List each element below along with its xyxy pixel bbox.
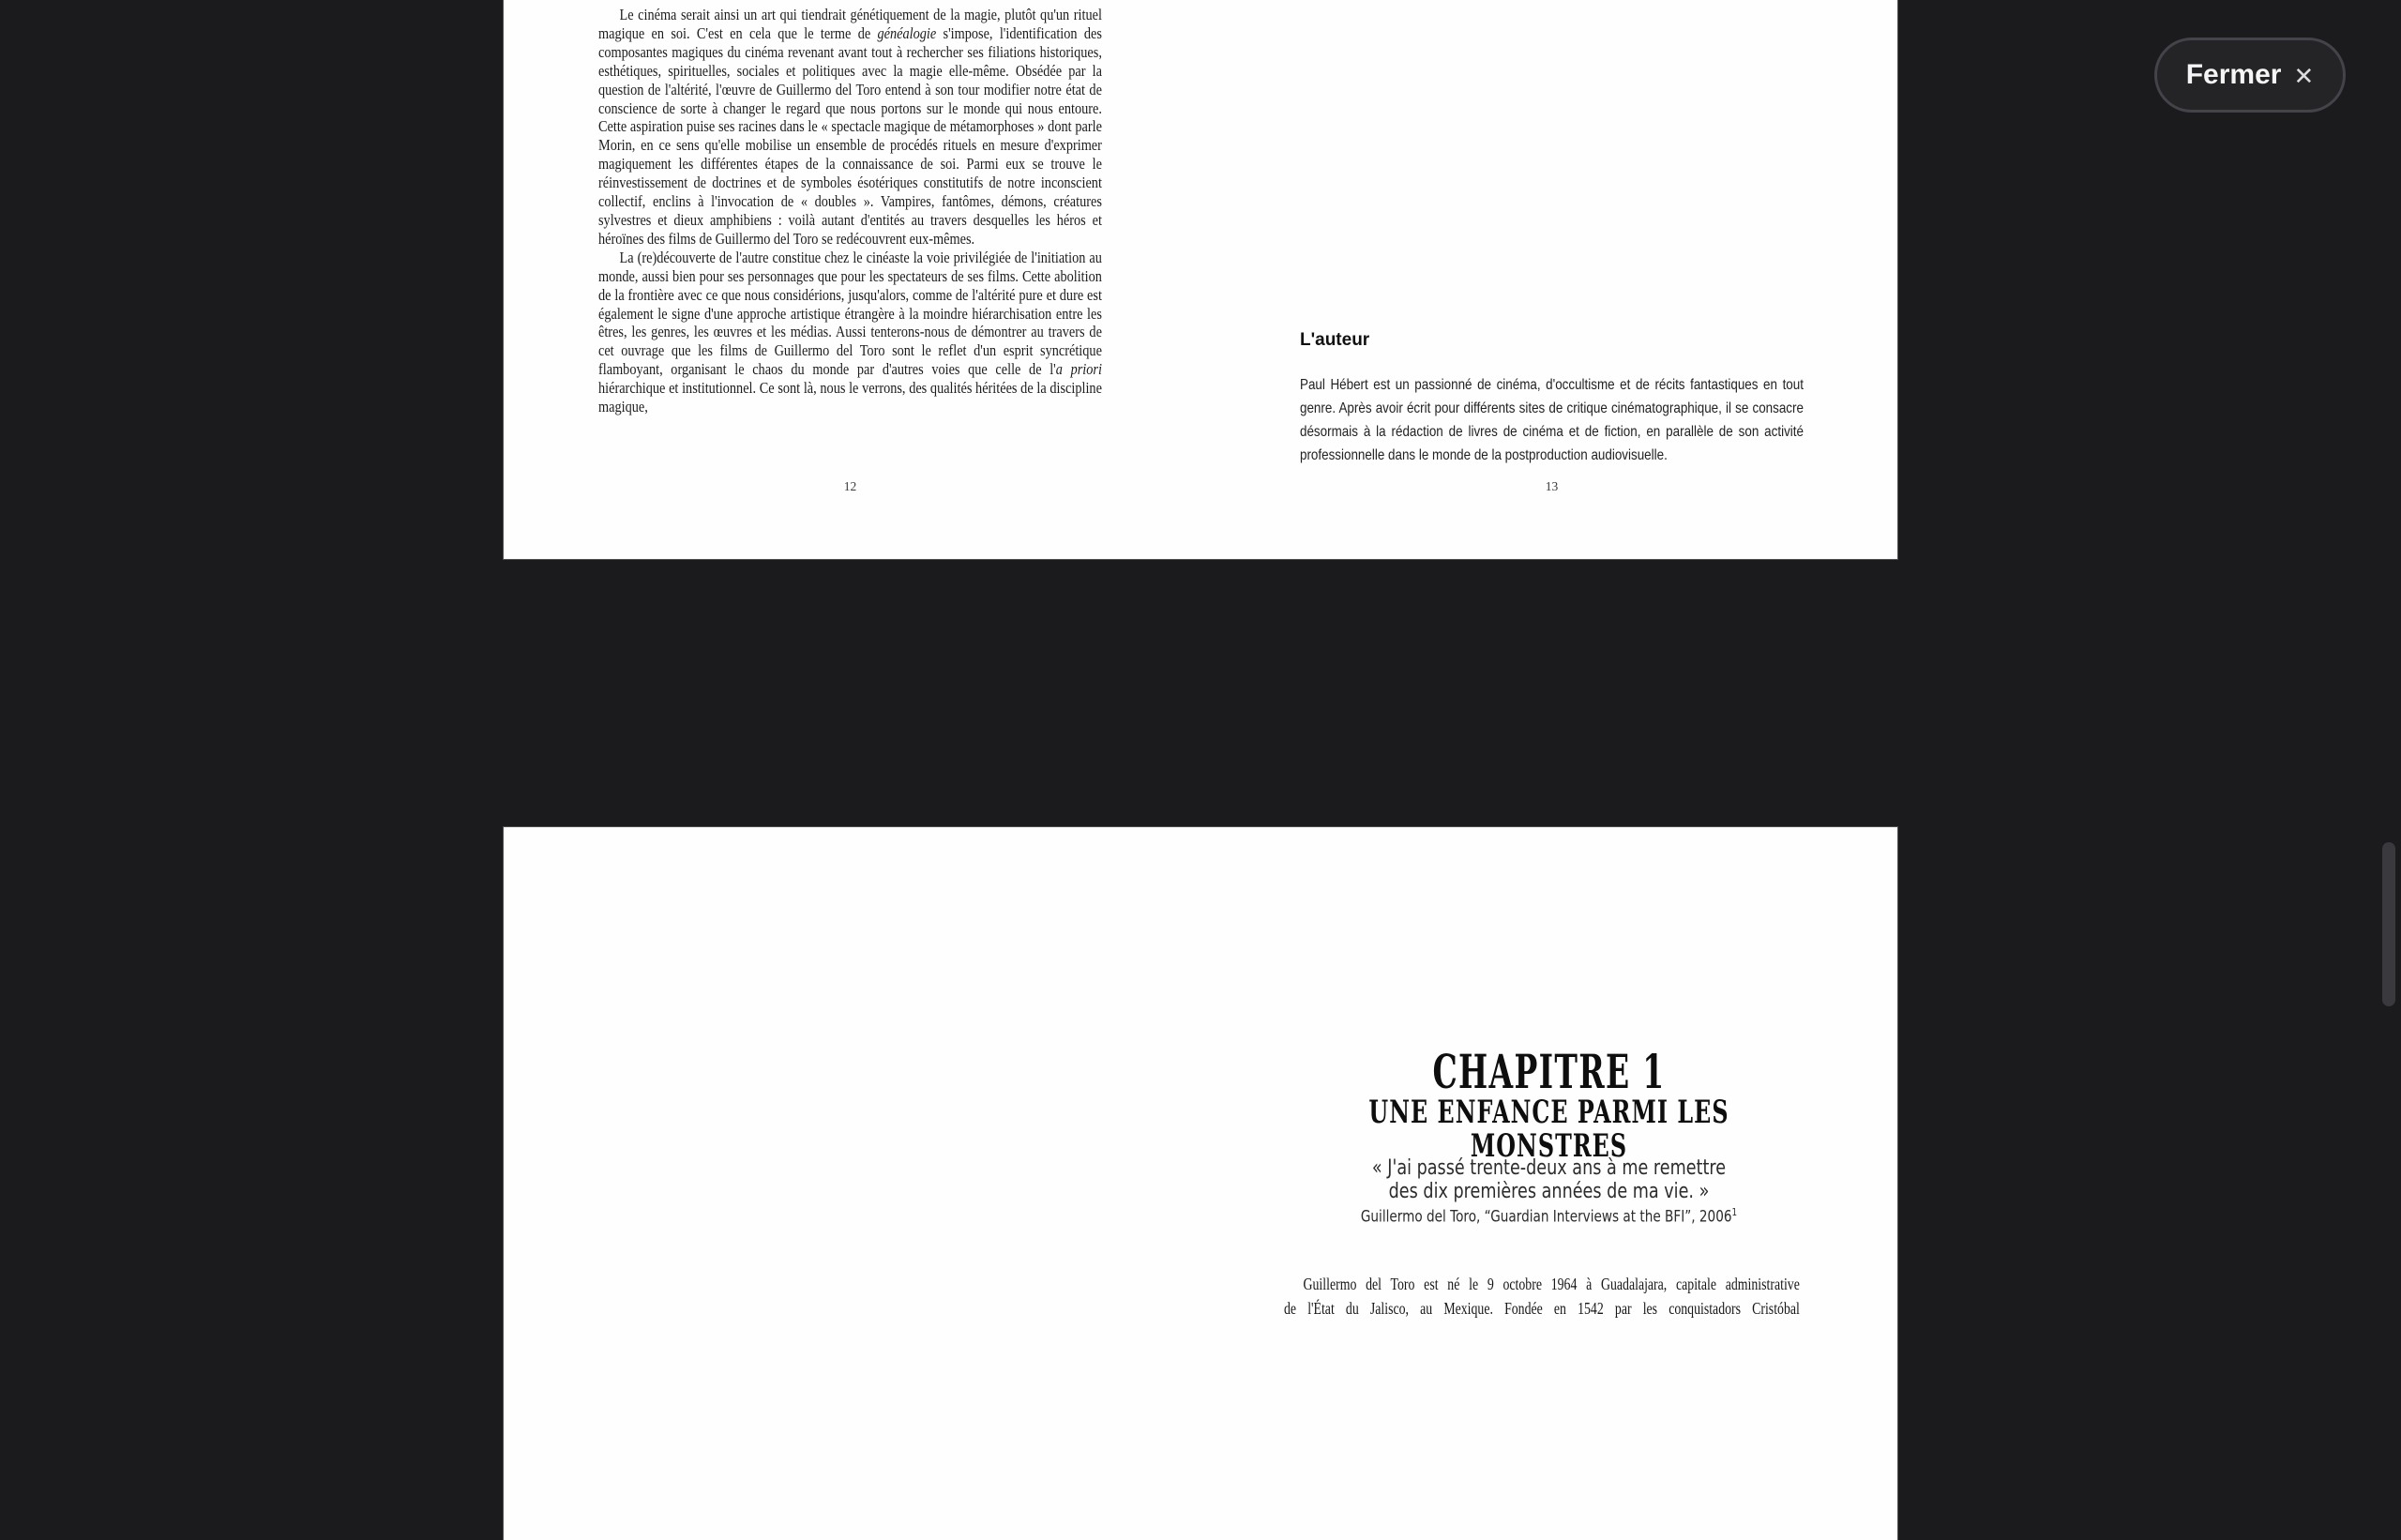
paragraph: Le cinéma serait ainsi un art qui tiendrait génétiquement de la magie, plutôt qu'un rituel magique en soi. C'est en cela que le terme de généalogie s'impose, l'identification des composantes magiques du cinéma revenant avant tout à rechercher ses filiations historiques, esthétiques, spirituelles, sociales et politiques avec la magie elle-même. Obsédée par la question de l'altérité, l'œuvre de Guillermo del Toro entend à son tour modifier notre état de conscience de sorte à changer le regard que nous portons sur le monde qui nous entoure. Cette aspiration puise ses racines dans le « spectacle magique de métamorphoses » dont parle Morin, en ce sens qu'elle mobilise un ensemble de procédés rituels en mesure d'exprimer magiquement les différentes étapes de la connaissance de soi. Parmi eux se trouve le réinvestissement de doctrines et de symboles ésotériques constitutifs de notre inconscient collectif, enclins à l'invocation de « doubles ». Vampires, fantômes, démons, créatures sylvestres et dieux amphibiens : voilà autant d'entités au travers desquelles les héros et héroïnes des films de Guillermo del Toro se redécouvrent eux-mêmes. — [598, 6, 1102, 248]
footnote-marker: 1 — [1731, 1206, 1738, 1218]
page-number-12: 12 — [843, 479, 857, 493]
close-button[interactable] — [2154, 38, 2346, 113]
chapter-subtitle: UNE ENFANCE PARMI LES MONSTRES — [1368, 1094, 1729, 1165]
epigraph-attribution-text: Guillermo del Toro, “Guardian Interviews at the BFI”, 2006 — [1360, 1207, 1732, 1227]
author-bio-text: Paul Hébert est un passionné de cinéma, d'occultisme et de récits fantastiques en tout genre. Après avoir écrit pour différents sites de critique cinématographique, il se consacre désormais à la rédaction de livres de cinéma et de fiction, en parallèle de son activité professionnelle dans le monde de la postproduction audiovisuelle. — [1300, 377, 1804, 463]
page-spread-top — [504, 0, 1897, 559]
chapter-body-block — [1284, 1272, 1981, 1321]
author-section-heading: L'auteur — [1300, 330, 1370, 350]
paragraph: La (re)découverte de l'autre constitue chez le cinéaste la voie privilégiée de l'initiation au monde, aussi bien pour ses personnages que pour les spectateurs de ses films. Cette abolition de la frontière avec ce que nous considérions, jusqu'alors, comme de l'altérité pure et dure est également le signe d'une approche artistique étrangère à la moindre hiérarchisation entre les êtres, les genres, les œuvres et les médias. Aussi tenterons-nous de démontrer au travers de cet ouvrage que les films de Guillermo del Toro sont le reflet d'un esprit syncrétique flamboyant, organisant le chaos du monde par d'autres voies que celle de l'a priori hiérarchique et institutionnel. Ce sont là, nous le verrons, des qualités héritées de la discipline magique, — [598, 248, 1102, 416]
scrollbar-thumb[interactable] — [2382, 842, 2395, 1006]
close-button-label: Fermer — [2185, 59, 2282, 90]
page-spread-bottom — [504, 827, 1897, 1540]
epigraph-line-1: « J'ai passé trente-deux ans à me remettre — [1371, 1156, 1727, 1180]
epigraph-line-2: des dix premières années de ma vie. » — [1388, 1180, 1710, 1203]
chapter-epigraph — [1270, 1156, 1827, 1203]
chapter-body-line-1: Guillermo del Toro est né le 9 octobre 1964 à Guadalajara, capitale administrative — [1303, 1275, 1800, 1293]
page-12-paragraphs — [598, 6, 1102, 416]
page-12-text-block — [598, 6, 1102, 416]
chapter-opening-page — [1200, 827, 1897, 1540]
chapter-title: CHAPITRE 1 — [1432, 1044, 1666, 1099]
chapter-body-line-2: de l'État du Jalisco, au Mexique. Fondée en 1542 par les conquistadors Cristóbal — [1284, 1299, 1800, 1318]
author-bio-block — [1300, 373, 1804, 467]
page-number-13: 13 — [1545, 479, 1559, 493]
close-icon: ✕ — [2293, 61, 2315, 90]
epigraph-attribution — [1270, 1206, 1827, 1227]
